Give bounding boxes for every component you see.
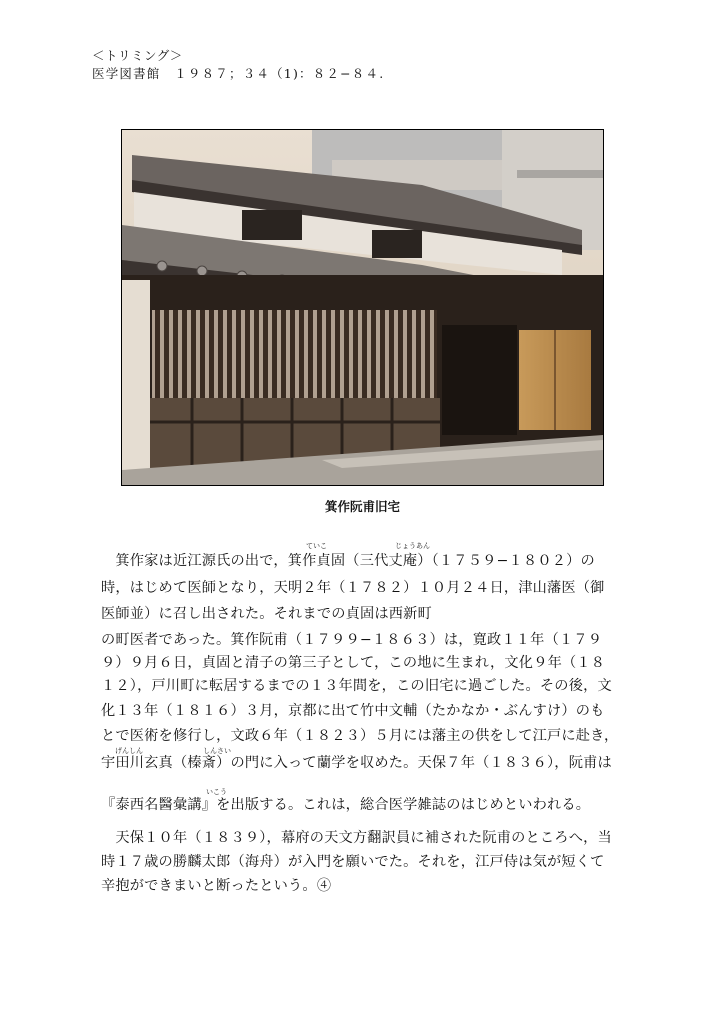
ruby-ikou: いこう xyxy=(206,788,227,796)
body-line-4: の町医者であった。箕作阮甫（１７９９−１８６３）は，寛政１１年（１７９ xyxy=(101,632,603,648)
body-line-12: 時１７歳の勝麟太郎（海舟）が入門を願いでた。それを，江戸侍は気が短くて xyxy=(101,854,605,870)
body-line-1: 箕作家は近江源氏の出で，箕作貞固（三代丈庵）（１７５９−１８０２）の xyxy=(101,553,595,569)
body-line-9: 宇田川玄真（榛斎）の門に入って蘭学を収めた。天保７年（１８３６），阮甫は xyxy=(101,755,612,771)
body-line-8: とで医術を修行し，文政６年（１８２３）５月には藩主の供をして江戸に赴き， xyxy=(101,728,619,744)
house-photo xyxy=(121,129,604,486)
body-line-13: 辛抱ができまいと断ったという。④ xyxy=(101,878,332,894)
ruby-genshin: げんしん xyxy=(115,747,143,755)
body-line-10: 『泰西名醫彙講』を出版する。これは，総合医学雑誌のはじめといわれる。 xyxy=(101,797,591,813)
body-line-6: １２），戸川町に転居するまでの１３年間を，この旧宅に過ごした。その後，文 xyxy=(101,678,612,694)
citation-heading: ＜トリミング＞ xyxy=(92,48,183,63)
figure-caption: 箕作阮甫旧宅 xyxy=(324,499,400,514)
body-line-11: 天保１０年（１８３９），幕府の天文方翻訳員に補された阮甫のところへ，当 xyxy=(101,830,612,846)
ruby-teiko: ていこ xyxy=(306,542,327,550)
body-line-5: ９）９月６日，貞固と清子の第三子として，この地に生まれ，文化９年（１８ xyxy=(101,655,606,671)
body-line-7: 化１３年（１８１６）３月，京都に出て竹中文輔（たかなか・ぶんすけ）のも xyxy=(101,703,605,719)
citation-source: 医学図書館 １９８７；３４（1)：８２−８４. xyxy=(92,66,385,81)
body-line-3: 医師並）に召し出された。それまでの貞固は西新町 xyxy=(101,606,432,622)
ruby-jouan: じょうあん xyxy=(395,542,430,550)
body-line-2: 時，はじめて医師となり，天明２年（１７８２）１０月２４日，津山藩医（御 xyxy=(101,580,605,596)
ruby-shinsai: しんさい xyxy=(203,747,231,755)
